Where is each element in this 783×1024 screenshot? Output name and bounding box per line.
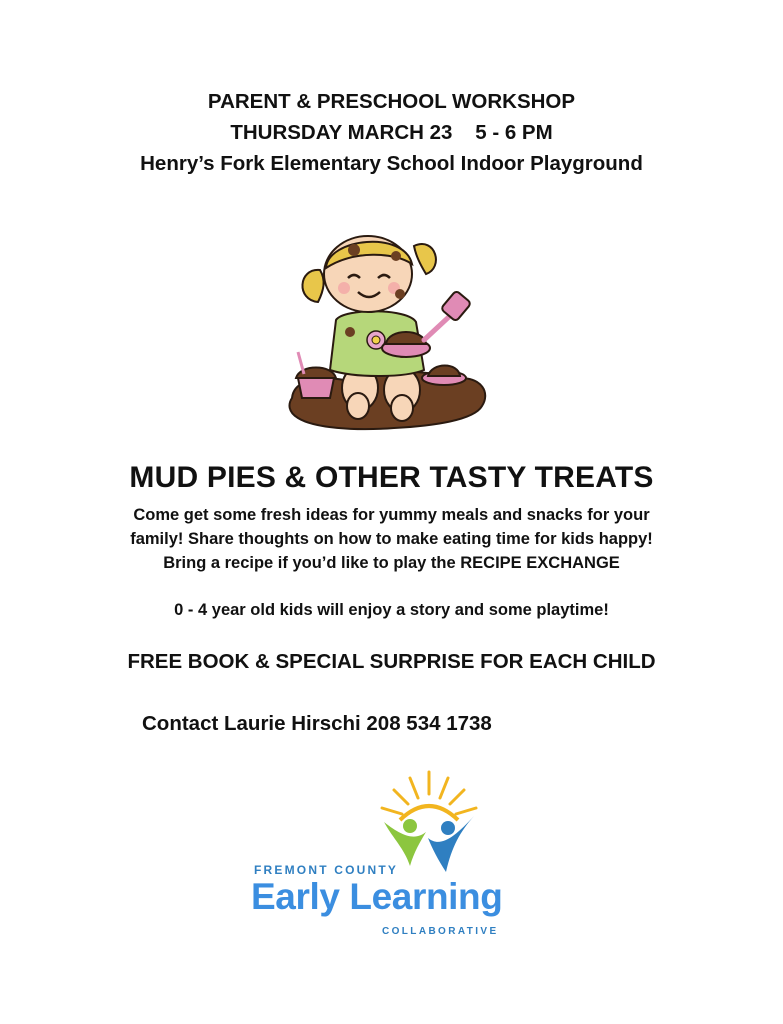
description-line: Bring a recipe if you’d like to play the RECIPE EXCHANGE bbox=[163, 554, 620, 572]
contact-info: Contact Laurie Hirschi 208 534 1738 bbox=[142, 712, 492, 735]
sun-and-figures-logo-icon bbox=[374, 768, 484, 876]
organization-logo bbox=[240, 762, 516, 962]
girl-playing-in-mud-illustration bbox=[284, 228, 496, 436]
free-offer: FREE BOOK & SPECIAL SURPRISE FOR EACH CHILD bbox=[127, 650, 656, 673]
event-location: Henry’s Fork Elementary School Indoor Playground bbox=[140, 152, 643, 175]
description bbox=[0, 503, 783, 575]
event-header bbox=[0, 86, 783, 179]
logo-main-text: Early Learning bbox=[251, 876, 503, 917]
event-date-time: THURSDAY MARCH 23 5 - 6 PM bbox=[230, 121, 553, 144]
description-line: family! Share thoughts on how to make eating time for kids happy! bbox=[130, 530, 653, 548]
logo-bottom-text: COLLABORATIVE bbox=[382, 926, 499, 937]
description-line: Come get some fresh ideas for yummy meals and snacks for your bbox=[133, 506, 650, 524]
headline: MUD PIES & OTHER TASTY TREATS bbox=[129, 461, 654, 494]
kids-note: 0 - 4 year old kids will enjoy a story and some playtime! bbox=[174, 601, 609, 619]
logo-top-text: FREMONT COUNTY bbox=[254, 863, 399, 877]
event-title: PARENT & PRESCHOOL WORKSHOP bbox=[207, 90, 576, 113]
